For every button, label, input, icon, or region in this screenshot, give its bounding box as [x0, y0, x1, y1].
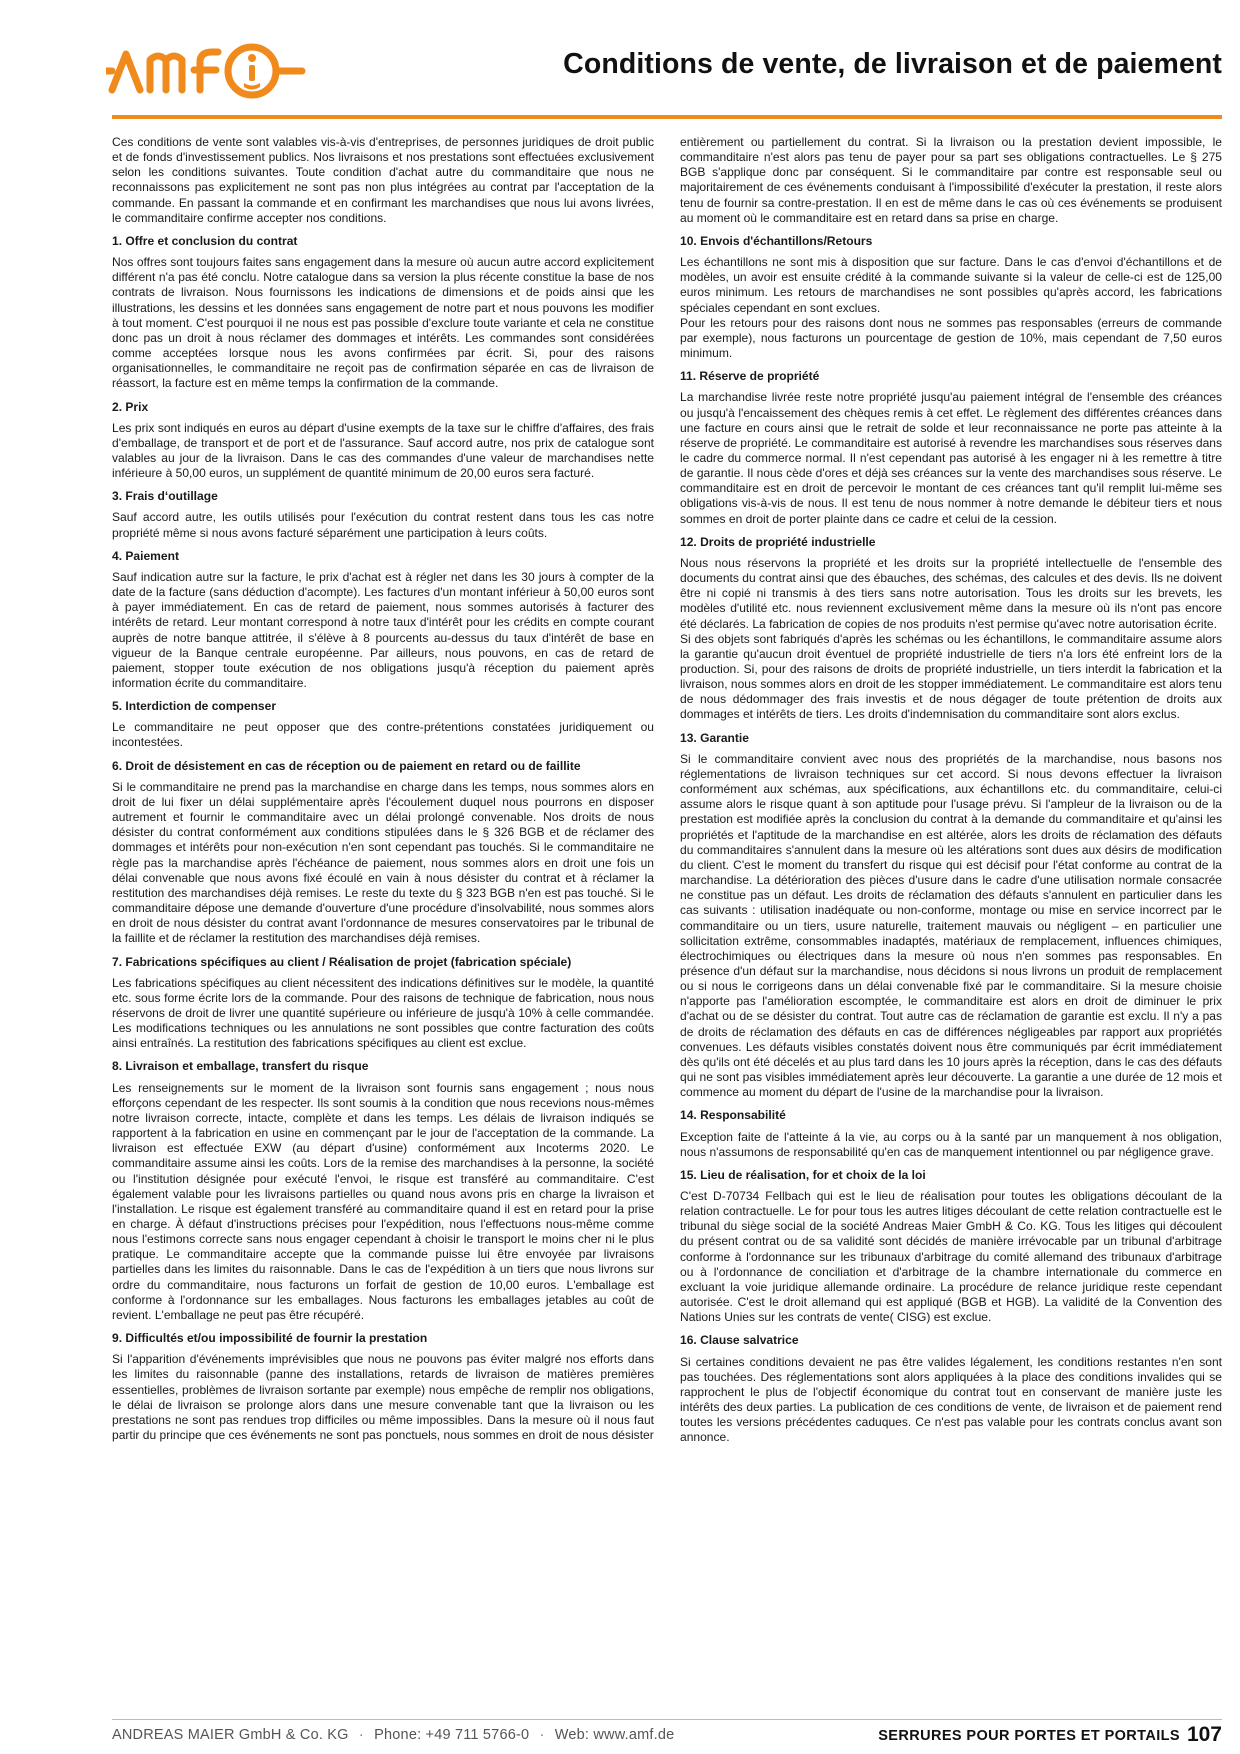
- footer-rule: [112, 1719, 1222, 1720]
- section: [112, 1059, 654, 1323]
- section-paragraph: Exception faite de l'atteinte á la vie, au corps ou à la santé par un manquement à nos obligation, nous n'assumons de responsabilité qu'en cas de manquement intentionnel ou par négligence grave.: [680, 1129, 1222, 1159]
- page-title: Conditions de vente, de livraison et de paiement: [563, 48, 1222, 80]
- section-paragraph: Si certaines conditions devaient ne pas être valides légalement, les conditions restantes n'en sont pas touchées. Des réglementations sont alors appliquées à la place des conditions invalides qui se rapprochent le plus de l'objectif économique du contrat tout en conservant de manière juste les intérêts des deux parties. La publication de ces conditions de vente, de livraison et de paiement rend toutes les versions précédentes caduques. Ce n'est pas valable pour les contrats conclus avant son annonce.: [680, 1354, 1222, 1445]
- section-heading: 11. Réserve de propriété: [680, 369, 820, 384]
- section: [112, 1331, 654, 1443]
- header-rule: [112, 115, 1222, 119]
- right-column: [680, 135, 1222, 1454]
- footer-separator: ·: [539, 1727, 545, 1743]
- section-heading: 16. Clause salvatrice: [680, 1333, 799, 1348]
- section-paragraph: Les échantillons ne sont mis à disposition que sur facture. Dans le cas d'envoi d'échantillons et de modèles, un avoir est ensuite crédité à la commande suivante si la valeur de celle-ci est de 125,00 euros minimum. Les retours de marchandises ne sont possibles qu'après accord, les fabrications spéciales cependant en sont exclues. Pour les retours pour des raisons dont nous ne sommes pas responsables (erreurs de commande par exemple), nous facturons un pourcentage de gestion de 10%, mais cependant de 7,50 euros minimum.: [680, 255, 1222, 361]
- section-paragraph: Les fabrications spécifiques au client nécessitent des indications définitives sur le modèle, la quantité etc. sous forme écrite lors de la commande. Pour des raisons de technique de fabrication, nous nous réservons de droit de livrer une quantité supérieure ou inférieure de jusqu'à 10% à celle commandée. Les modifications techniques ou les annulations ne sont possibles que contre facturation des coûts ainsi entraînés. La restitution des fabrications spécifiques au client est exclue.: [112, 975, 654, 1051]
- section-paragraph: Nos offres sont toujours faites sans engagement dans la mesure où aucun autre accord explicitement différent n'a pas été conclu. Notre catalogue dans sa version la plus récente constitue la base de nos contrats de livraison. Nous fournissons les indications de dimensions et de poids ainsi que les illustrations, les dessins et les données sans engagement de notre part et nous pouvons les modifier à tout moment. C'est pourquoi il ne nous est pas possible d'exclure toute variante et cela ne constitue donc pas un droit à nous réclamer des dommages et intérêts. Les commandes sont considérées comme acceptées lorsque nous les avons confirmées par écrit. Si, pour des raisons organisationnelles, le commanditaire ne reçoit pas de confirmation séparée en cas de livraison de réassort, la facture est en même temps la confirmation de la commande.: [112, 255, 654, 391]
- section-paragraph: Sauf accord autre, les outils utilisés pour l'exécution du contrat restent dans tous les cas notre propriété même si nous avons facturé séparément une participation à leurs coûts.: [112, 510, 654, 540]
- section-heading: 3. Frais d‘outillage: [112, 489, 218, 504]
- section: [112, 400, 654, 482]
- section: [112, 549, 654, 691]
- section-paragraph: Les renseignements sur le moment de la livraison sont fournis sans engagement ; nous nous efforçons cependant de les respecter. Ils sont soumis à la condition que nous recevions nous-mêmes notre livraison correcte, intacte, complète et dans les temps. Les délais de livraison indiqués se rapportent à la fabrication en usine en commençant par le jour de l'acceptation de la commande. La livraison est effectuée EXW (au départ d'usine) conformément aux Incoterms 2020. Le commanditaire assume ainsi les coûts. Lors de la remise des marchandises à la personne, la société ou l'institution désignée pour exécuté l'envoi, le risque est transféré au commanditaire. C'est également valable pour les livraisons partielles ou quand nous avons pris en charge la livraison et l'installation. Le risque est également transféré au commanditaire quand il est en retard pour la prise en charge. À défaut d'instructions précises pour l'expédition, nous l'effectuons nous-même comme nous l'estimons correcte sans nous engager cependant à choisir le transport le moins cher ni le plus pratique. Le commanditaire accepte que la commande puisse lui être envoyée par livraisons partielles dans les limites du raisonnable. Dans le cas de l'expédition à un tiers que nous livrons sur ordre du commanditaire, nous facturons un forfait de gestion de 10,00 euros. L'emballage est conforme à l'ordonnance sur les emballages. Nous facturons les emballages jetables au coût de revient. L'emballage ne peut pas être récupéré.: [112, 1080, 654, 1322]
- section: [112, 489, 654, 540]
- page-footer: [112, 1719, 1222, 1745]
- section-paragraph: Sauf indication autre sur la facture, le prix d'achat est à régler net dans les 30 jours à compter de la date de la facture (sans déduction d'acompte). Les factures d'un montant inférieur à 50,00 euros sont à payer immédiatement. En cas de retard de paiement, nous sommes autorisés à facturer des intérêts de retard. Leur montant correspond à notre taux d'intérêt pour les crédits en compte courant auprès de notre banque attitrée, il s'élève à 8 pourcents au-dessus du taux d'intérêt de base en vigueur de la Banque centrale européenne. Par ailleurs, nous pouvons, en cas de retard de paiement, stopper toute exécution de nos obligations jusqu'à réception du paiement après information écrite du commanditaire.: [112, 569, 654, 690]
- footer-contact: [112, 1727, 674, 1743]
- section: [680, 1108, 1222, 1159]
- section-paragraph: Si le commanditaire convient avec nous des propriétés de la marchandise, nous basons nos réglementations de livraison techniques sur cet accord. Si nous devons effectuer la livraison conformément aux schémas, aux spécifications, aux échantillons etc. du commanditaire, celui-ci assume alors le risque quant à son aptitude pour l'usage prévu. Si l'ampleur de la livraison ou de la prestation est modifiée après la conclusion du contrat à la demande du commanditaire et qu'ainsi les propriétés et l'aptitude de la marchandise en est altérée, alors les droits de réclamation des défauts du commanditaires s'annulent dans la mesure où les altérations sont dues aux désirs de modification du client. C'est le moment du transfert du risque qui est décisif pour l'état conforme au contrat de la marchandise. La détérioration des pièces d'usure dans le cadre d'une utilisation normale consacrée ne constitue pas un défaut. Les droits de réclamation des défauts s'annulent en particulier dans les cas suivants : utilisation inadéquate ou non-conforme, montage ou mise en service incorrect par le commanditaire ou un tiers, usure naturelle, traitement mauvais ou négligent – en particulier une sollicitation extrême, consommables inadaptés, matériaux de remplacement, influences chimiques, électrochimiques ou électriques dans la mesure où nous n'en sommes pas responsables. En présence d'un défaut sur la marchandise, nous décidons si nous livrons un produit de remplacement ou si nous le corrigeons dans un délai convenable fixé par le commanditaire. Si la mesure choisie n'apporte pas l'amélioration escomptée, le commanditaire est alors en droit de diminuer le prix d'achat ou de se désister du contrat. Tout autre cas de réclamation de garantie est exclu. Il n'y a pas de droits de réclamation des défauts en cas de différences négligeables par rapport aux propriétés convenues. Les défauts visibles constatés doivent nous être communiqués par écrit immédiatement dès qu'ils ont été décelés et au plus tard dans les 10 jours après la réception, dans le cas des défauts qui ne sont pas visibles immédiatement après leur découverte. La garantie a une durée de 12 mois et commence au moment du départ de l'usine de la marchandise pour la livraison.: [680, 751, 1222, 1100]
- section-paragraph: Le commanditaire ne peut opposer que des contre-prétentions constatées juridiquement ou incontestées.: [112, 720, 654, 750]
- section: [680, 731, 1222, 1101]
- section-paragraph: Nous nous réservons la propriété et les droits sur la propriété intellectuelle de l'ensemble des documents du contrat ainsi que des ébauches, des schémas, des calcules et des devis. Ils ne doivent être ni copié ni transmis à des tiers sans notre autorisation. Tous les droits sur les brevets, les modèles d'utilité etc. nous reviennent exclusivement même dans la mesure où ils n'ont pas encore été déclarés. La fabrication de copies de nos produits n'est permise qu'avec notre autorisation écrite. Si des objets sont fabriqués d'après les schémas ou les échantillons, le commanditaire assume alors la garantie qu'aucun droit éventuel de propriété industrielle de tiers n'a lors été enfreint lors de la production. Si, pour des raisons de droits de propriété industrielle, un tiers interdit la fabrication et la livraison, nous sommes alors en droit de les stopper immédiatement. Le commanditaire est alors tenu de nous dédommager des frais investis et de nous dégager de toute prétention de droits aux dommages et intérêts de tiers. Les droits d'indemnisation du commanditaire sont alors exclus.: [680, 555, 1222, 722]
- section-heading: 9. Difficultés et/ou impossibilité de fournir la prestation: [112, 1331, 428, 1346]
- section-heading: 15. Lieu de réalisation, for et choix de la loi: [680, 1167, 926, 1182]
- page-header: [0, 0, 1240, 118]
- section: [680, 1333, 1222, 1445]
- continuation-paragraph: entièrement ou partiellement du contrat. Si la livraison ou la prestation devient impossible, le commanditaire n'est alors pas tenu de payer pour sa part ses obligations contractuelles. Le § 275 BGB s'applique donc par conséquent. Si le commanditaire par contre est responsable seul ou majoritairement de ces événements conduisant à l'impossibilité d'exécuter la prestation, il reste alors tenu de fournir sa contre-prestation. Il en est de même dans le cas où ces événements se produisent au moment où le commanditaire est en retard dans sa prise en charge.: [680, 135, 1222, 225]
- section-heading: 4. Paiement: [112, 548, 179, 563]
- section: [680, 369, 1222, 527]
- section: [112, 759, 654, 947]
- section-heading: 2. Prix: [112, 399, 149, 414]
- section-heading: 7. Fabrications spécifiques au client / Réalisation de projet (fabrication spéciale): [112, 954, 572, 969]
- section: [112, 234, 654, 392]
- section-heading: 1. Offre et conclusion du contrat: [112, 233, 298, 248]
- section-heading: 13. Garantie: [680, 730, 749, 745]
- section: [680, 234, 1222, 361]
- page-number: 107: [1186, 1723, 1222, 1746]
- footer-phone: Phone: +49 711 5766-0: [374, 1727, 530, 1743]
- intro-paragraph: Ces conditions de vente sont valables vis-à-vis d'entreprises, de personnes juridiques de droit public et de fonds d'investissement publics. Nos livraisons et nos prestations sont effectuées exclusivement selon les conditions suivantes. Toute condition d'achat autre du commanditaire que nous ne reconnaissons pas explicitement ne sont pas non plus intégrées au contrat par l'acceptation de la commande. En passant la commande et en confirmant les marchandises que nous lui avons livrées, le commanditaire confirme accepter nos conditions.: [112, 135, 654, 225]
- section: [680, 1168, 1222, 1326]
- section: [112, 699, 654, 750]
- footer-category: SERRURES POUR PORTES ET PORTAILS: [878, 1728, 1180, 1744]
- section-paragraph: C'est D-70734 Fellbach qui est le lieu de réalisation pour toutes les obligations découlant de la relation contractuelle. Le for pour tous les autres litiges découlant de cette relation contractuelle est le tribunal du siège social de la société Andreas Maier GmbH & Co. KG. Tous les litiges qui découlent du présent contrat ou de sa validité sont décidés de manière irrévocable par un tribunal d'arbitrage conforme à l'ordonnance sur les tribunaux d'arbitrage du comité allemand des tribunaux d'arbitrage ou à l'ordonnance de conciliation et d'arbitrage de la chambre internationale du commerce en excluant la voie juridique allemande ordinaire. La procédure de relance juridique reste cependant autorisée. C'est le droit allemand qui est appliqué (BGB et HGB). La validité de la Convention des Nations Unies sur les contrats de vente( CISG) est exclue.: [680, 1189, 1222, 1325]
- section-paragraph: La marchandise livrée reste notre propriété jusqu'au paiement intégral de l'ensemble des créances ou jusqu'à l'encaissement des chèques remis à cet effet. Le règlement des différentes créances dans une facture en cours ainsi que le retrait de solde et leur reconnaissance ne porte pas atteinte à la réserve de propriété. Le commanditaire est autorisé à revendre les marchandises sous réserves dans le cadre du commerce normal. Il n'est cependant pas autorisé à les engager ni à les remettre à titre de garantie. Il nous cède d'ores et déjà ses créances sur la vente des marchandises sous réserve. Le commanditaire est en droit de percevoir le montant de ces créances tant qu'il remplit lui-même ses obligations vis-à-vis de nous. Il est tenu de nous nommer à notre demande le débiteur tiers et nous sommes en droit de porter plainte dans ce cadre et celui de la cession.: [680, 390, 1222, 526]
- footer-separator: ·: [358, 1727, 364, 1743]
- section-heading: 12. Droits de propriété industrielle: [680, 534, 876, 549]
- section-heading: 5. Interdiction de compenser: [112, 699, 277, 714]
- footer-web[interactable]: Web: www.amf.de: [554, 1727, 675, 1743]
- left-column: [112, 135, 654, 1451]
- section-heading: 14. Responsabilité: [680, 1108, 786, 1123]
- section-paragraph: Si l'apparition d'événements imprévisibles que nous ne pouvons pas éviter malgré nos efforts dans les limites du raisonnable (panne des installations, retards de livraison de matières premières essentielles, problèmes de livraison sortante par exemple) nous empêche de remplir nos obligations, le délai de livraison se prolonge alors dans une mesure convenable tant que la livraison ou les prestations ne sont pas rendues trop difficiles ou même impossibles. Dans la mesure où il nous faut partir du principe que ces événements ne sont pas ponctuels, nous sommes en droit de nous désister: [112, 1352, 654, 1443]
- section-paragraph: Si le commanditaire ne prend pas la marchandise en charge dans les temps, nous sommes alors en droit de lui fixer un délai supplémentaire après l'écoulement duquel nous pourrons en disposer autrement et fournir le commanditaire avec un délai prolongé convenable. Nos droits de nous désister du contrat conformément aux conditions stipulées dans le § 326 BGB et de réclamer des dommages et intérêts pour non-exécution n'en sont cependant pas touchés. Si le commanditaire ne règle pas la marchandise après l'échéance de paiement, nous sommes alors en droit une fois un délai convenable que nous avons fixé écoulé en vain à nous désister du contrat et à réclamer la restitution des marchandises déjà remises. Le reste du texte du § 323 BGB n'en est pas touché. Si le commanditaire dépose une demande d'ouverture d'une procédure d'insolvabilité, nous sommes alors en droit de nous désister du contrat avant l'ordonnance de mesures conservatoires par le tribunal de la faillite et de réclamer la restitution des marchandises déjà remises.: [112, 779, 654, 946]
- section-paragraph: Les prix sont indiqués en euros au départ d'usine exempts de la taxe sur le chiffre d'affaires, des frais d'emballage, de transport et de port et de l'assurance. Sauf accord autre, nos prix de catalogue sont valables au jour de la livraison. Dans le cas des commandes d'une valeur de marchandises nette inférieure à 50,00 euros, un supplément de quantité minimum de 20,00 euros sera facturé.: [112, 420, 654, 481]
- section-heading: 10. Envois d'échantillons/Retours: [680, 233, 873, 248]
- section: [680, 535, 1222, 723]
- section-heading: 8. Livraison et emballage, transfert du risque: [112, 1059, 369, 1074]
- footer-company: ANDREAS MAIER GmbH & Co. KG: [112, 1727, 349, 1743]
- amf-logo: [106, 38, 306, 104]
- section: [112, 955, 654, 1052]
- section-heading: 6. Droit de désistement en cas de réception ou de paiement en retard ou de faillite: [112, 758, 581, 773]
